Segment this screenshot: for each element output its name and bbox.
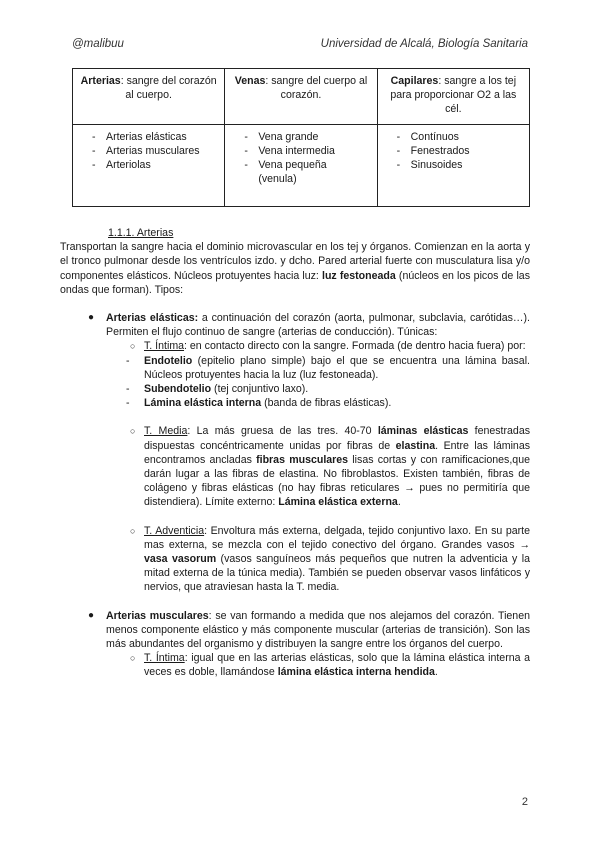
list-item: - Sinusoides bbox=[391, 158, 524, 172]
dash-bullet-icon: - bbox=[126, 383, 130, 396]
capilares-cell bbox=[377, 125, 529, 207]
list-item: - Contínuos bbox=[391, 130, 524, 144]
circle-bullet-icon: ○ bbox=[130, 426, 136, 437]
bullet-icon: ● bbox=[88, 312, 95, 324]
section-title: 1.1.1. Arterias bbox=[108, 227, 174, 239]
list-item-intima-muscular: ○ T. Íntima: igual que en las arterias elásticas, solo que la lámina elástica interna a veces es doble, llamándose lámina elástica interna hendida. bbox=[130, 652, 530, 679]
list-item-endotelio: - Endotelio (epitelio plano simple) bajo el que se encuentra una lámina basal. Núcleos protuyentes hacia la luz (luz festoneada). bbox=[126, 354, 530, 381]
list-item-arterias-musculares: ● Arterias musculares: se van formando a medida que nos alejamos del corazón. Tienen menos componente elástico y más componente muscular (arterias de transición). Son las más abundantes del organismo y distribuyen la sangre entre los órganos del cuerpo. bbox=[88, 609, 530, 651]
header-course: Universidad de Alcalá, Biología Sanitaria bbox=[320, 38, 528, 50]
list-item-intima: ○ T. Íntima: en contacto directo con la sangre. Formada (de dentro hacia fuera) por: bbox=[130, 340, 526, 353]
list-item: - Arterias elásticas bbox=[86, 130, 219, 144]
table-row bbox=[73, 125, 530, 207]
circle-bullet-icon: ○ bbox=[130, 341, 136, 352]
intro-paragraph: Transportan la sangre hacia el dominio microvascular en los tej y órganos. Comienzan en la aorta y el tronco pulmonar desde los ventrículos izdo. y dcho. Pared arterial fuerte con musculatura lisa y/o componentes elásticos. Núcleos protuyentes hacia luz: luz festoneada (núcleos en los picos de las ondas que forman). Tipos: bbox=[60, 241, 530, 296]
main-content bbox=[60, 226, 530, 680]
page-number: 2 bbox=[521, 796, 528, 808]
list-item: - Vena intermedia bbox=[238, 144, 371, 158]
list-item-media: ○ T. Media: La más gruesa de las tres. 40-70 láminas elásticas fenestradas dispuestas concéntricamente unidas por fibras de elastina. Entre las láminas encontramos ancladas fibras musculares lisas cortas y con ramificaciones,que darán lugar a las fibras de elastina. No fibroblastos. Existen también, fibras de colágeno y fibras elásticas (no hay fibras reticulares → pues no permitiría que distendiera). Límite externo: Lámina elástica externa. bbox=[130, 425, 531, 509]
dash-bullet-icon: - bbox=[126, 354, 130, 367]
arterias-cell bbox=[73, 125, 225, 207]
venas-cell bbox=[225, 125, 377, 207]
bullet-icon: ● bbox=[88, 609, 95, 621]
dash-bullet-icon: - bbox=[126, 397, 130, 410]
list-item: (venula) bbox=[258, 173, 297, 185]
list-item: - Arteriolas bbox=[86, 158, 219, 172]
list-item-subendotelio: - Subendotelio (tej conjuntivo laxo). bbox=[126, 383, 309, 396]
list-item: - Vena grande bbox=[238, 130, 371, 144]
header-venas: Venas: sangre del cuerpo al corazón. bbox=[225, 69, 377, 125]
header-capilares: Capilares: sangre a los tej para proporcionar O2 a las cél. bbox=[377, 69, 529, 125]
list-item-arterias-elasticas: ● Arterias elásticas: a continuación del corazón (aorta, pulmonar, subclavia, carótidas…). Permiten el flujo continuo de sangre (arterias de conducción). Túnicas: bbox=[88, 312, 530, 339]
circle-bullet-icon: ○ bbox=[130, 525, 136, 536]
vessel-summary-table bbox=[72, 68, 530, 207]
list-item: - Arterias musculares bbox=[86, 144, 219, 158]
list-item: - Fenestrados bbox=[391, 144, 524, 158]
list-item: - Vena pequeña bbox=[238, 158, 371, 172]
list-item-adventicia: ○ T. Adventicia: Envoltura más externa, delgada, tejido conjuntivo laxo. En su parte mas externa, se mezcla con el tejido conectivo del órgano. Grandes vasos → vasa vasorum (vasos sanguíneos más pequeños que nutren la adventicia y la mitad externa de la túnica media). También se pueden observar vasos linfáticos y nervios, que atraviesan hasta la T. media. bbox=[130, 524, 530, 594]
circle-bullet-icon: ○ bbox=[130, 653, 136, 664]
list-item-lamina-elastica: - Lámina elástica interna (banda de fibras elásticas). bbox=[126, 397, 392, 410]
header-arterias: Arterias: sangre del corazón al cuerpo. bbox=[73, 69, 225, 125]
header-author: @malibuu bbox=[72, 38, 124, 50]
table-header-row bbox=[73, 69, 530, 125]
